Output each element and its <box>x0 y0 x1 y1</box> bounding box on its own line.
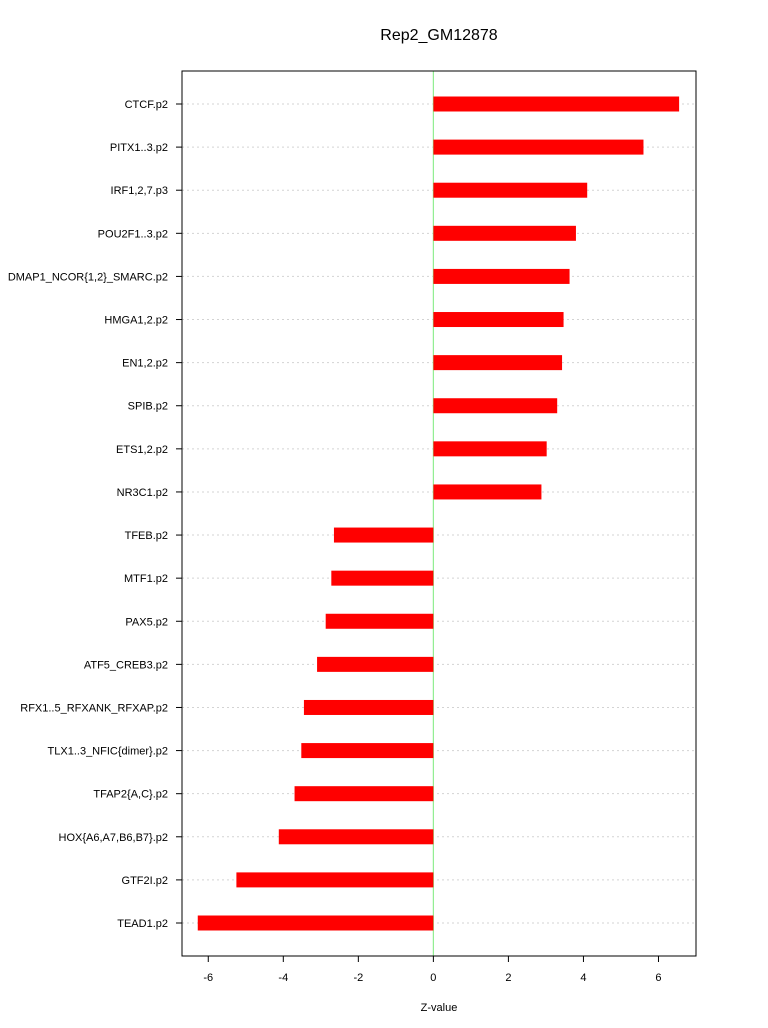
bar <box>433 140 643 155</box>
category-label: HMGA1,2.p2 <box>104 314 168 327</box>
bar <box>433 97 679 112</box>
bar <box>433 269 569 284</box>
bar <box>433 183 587 198</box>
category-label: NR3C1.p2 <box>116 486 168 499</box>
bar <box>295 786 434 801</box>
x-axis-label: Z-value <box>420 1002 458 1014</box>
bar <box>304 700 433 715</box>
category-label: DMAP1_NCOR{1,2}_SMARC.p2 <box>7 271 168 284</box>
category-label: PAX5.p2 <box>125 616 168 629</box>
x-tick-label: -6 <box>203 972 214 984</box>
x-axis <box>203 956 661 984</box>
bar <box>279 829 434 844</box>
category-label: MTF1.p2 <box>123 573 168 586</box>
bar <box>331 571 433 586</box>
bar <box>326 614 434 629</box>
x-tick-label: -4 <box>278 972 289 984</box>
x-tick-label: 0 <box>430 972 437 984</box>
category-label: TFEB.p2 <box>124 530 168 543</box>
category-label: ETS1,2.p2 <box>116 443 168 456</box>
category-label: RFX1..5_RFXANK_RFXAP.p2 <box>20 702 168 715</box>
category-label: CTCF.p2 <box>124 99 168 111</box>
bar <box>198 916 434 931</box>
bar <box>317 657 433 672</box>
bar <box>236 872 433 887</box>
bar <box>334 528 433 543</box>
category-label: EN1,2.p2 <box>122 357 168 370</box>
category-label: SPIB.p2 <box>127 400 168 413</box>
bar <box>433 355 562 370</box>
x-tick-label: 6 <box>655 972 662 984</box>
bar <box>301 743 433 758</box>
bar <box>433 484 541 499</box>
category-label: ATF5_CREB3.p2 <box>83 659 168 672</box>
bars <box>198 97 679 931</box>
x-tick-label: -2 <box>353 972 364 984</box>
category-label: PITX1..3.p2 <box>109 142 168 155</box>
category-label: TEAD1.p2 <box>117 918 168 930</box>
category-label: IRF1,2,7.p3 <box>110 185 168 198</box>
bar <box>433 398 557 413</box>
bar <box>433 441 546 456</box>
plot-frame <box>182 71 696 956</box>
category-label: TFAP2{A,C}.p2 <box>93 788 168 801</box>
x-tick-label: 4 <box>580 972 587 984</box>
category-label: GTF2I.p2 <box>121 874 168 887</box>
x-tick-label: 2 <box>505 972 512 984</box>
category-labels <box>8 99 182 930</box>
category-label: POU2F1..3.p2 <box>97 228 168 241</box>
bar <box>433 312 563 327</box>
bar <box>433 226 576 241</box>
category-label: HOX{A6,A7,B6,B7}.p2 <box>58 831 168 844</box>
category-label: TLX1..3_NFIC{dimer}.p2 <box>47 745 168 758</box>
chart-title: Rep2_GM12878 <box>380 27 498 44</box>
